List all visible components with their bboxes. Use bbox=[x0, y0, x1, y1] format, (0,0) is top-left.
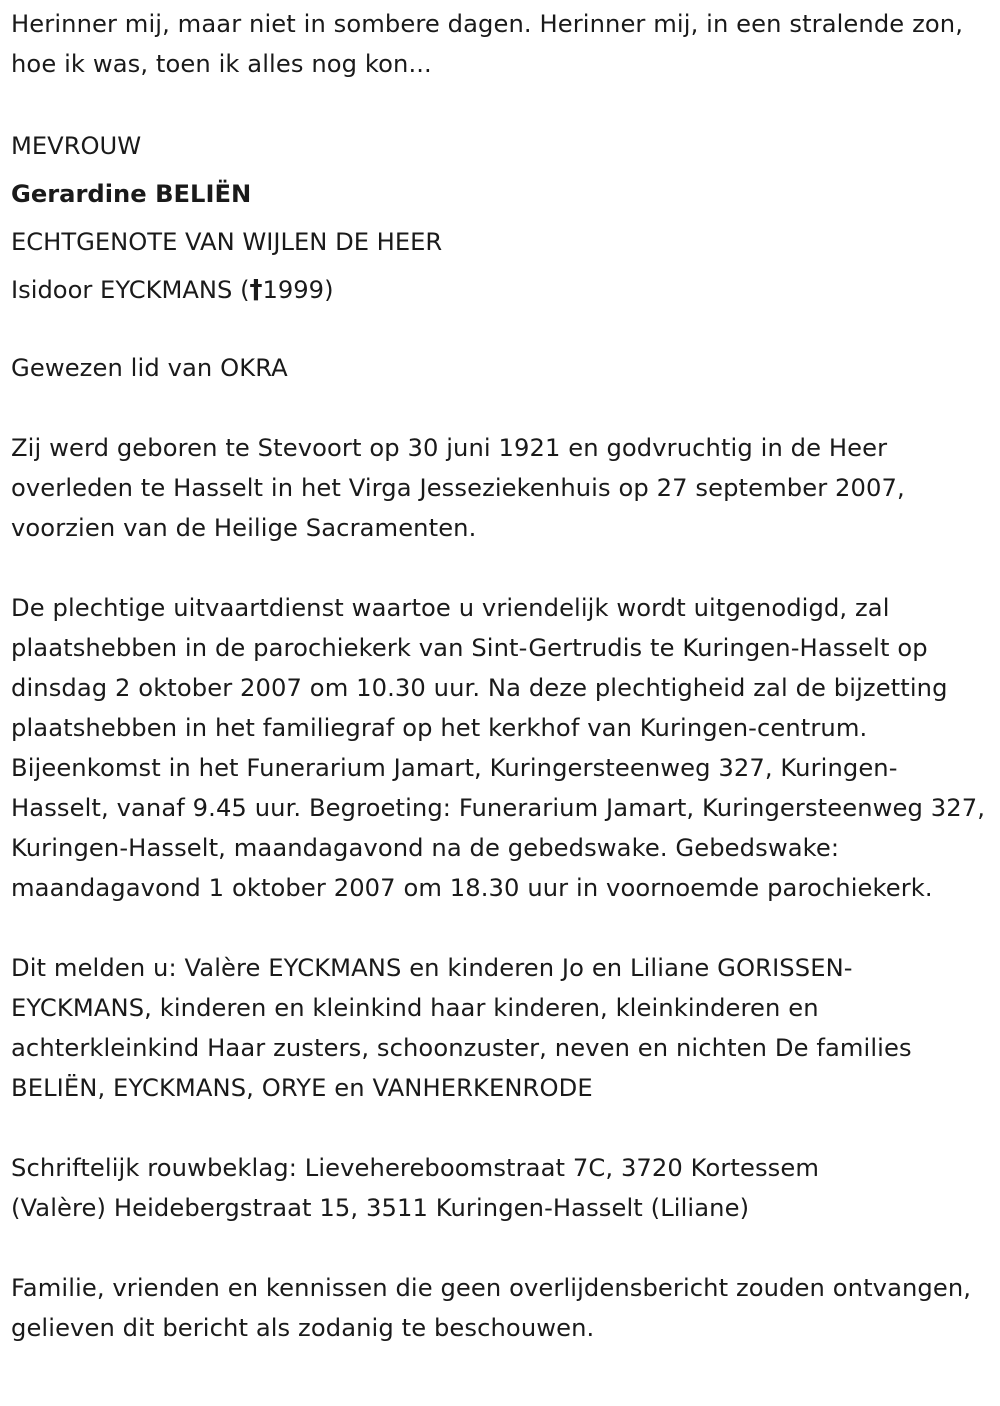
spacer bbox=[11, 908, 993, 948]
header-block bbox=[11, 122, 993, 314]
condolences-block bbox=[11, 1148, 993, 1228]
condolences-line-1: Schriftelijk rouwbeklag: Lievehereboomstraat 7C, 3720 Kortessem bbox=[11, 1154, 819, 1182]
obituary-notice bbox=[11, 4, 993, 1348]
closing-paragraph: Familie, vrienden en kennissen die geen overlijdensbericht zouden ontvangen, gelieven dit bericht als zodanig te beschouwen. bbox=[11, 1274, 972, 1342]
spouse-line bbox=[11, 266, 993, 314]
spacer bbox=[11, 388, 993, 428]
spouse-label: ECHTGENOTE VAN WIJLEN DE HEER bbox=[11, 228, 443, 256]
birth-death-paragraph: Zij werd geboren te Stevoort op 30 juni 1921 en godvruchtig in de Heer overleden te Hasselt in het Virga Jesseziekenhuis op 27 september 2007, voorzien van de Heilige Sacramenten. bbox=[11, 434, 905, 542]
spacer bbox=[11, 84, 993, 124]
spacer bbox=[11, 548, 993, 588]
condolences-line-2: (Valère) Heidebergstraat 15, 3511 Kuringen-Hasselt (Liliane) bbox=[11, 1194, 750, 1222]
spouse-death-year: 1999) bbox=[262, 276, 334, 304]
spacer bbox=[11, 1228, 993, 1268]
opening-verse: Herinner mij, maar niet in sombere dagen. Herinner mij, in een stralende zon, hoe ik was, toen ik alles nog kon... bbox=[11, 10, 963, 78]
honorific: MEVROUW bbox=[11, 132, 142, 160]
deceased-name: Gerardine BELIËN bbox=[11, 180, 252, 208]
cross-icon: † bbox=[249, 275, 263, 305]
membership: Gewezen lid van OKRA bbox=[11, 354, 288, 382]
spacer bbox=[11, 314, 993, 348]
funeral-paragraph: De plechtige uitvaartdienst waartoe u vriendelijk wordt uitgenodigd, zal plaatshebben in de parochiekerk van Sint-Gertrudis te Kuringen-Hasselt op dinsdag 2 oktober 2007 om 10.30 uur. Na deze plechtigheid zal de bijzetting plaatshebben in het familiegraf op het kerkhof van Kuringen-centrum. Bijeenkomst in het Funerarium Jamart, Kuringersteenweg 327, Kuringen-Hasselt, vanaf 9.45 uur. Begroeting: Funerarium Jamart, Kuringersteenweg 327, Kuringen-Hasselt, maandagavond na de gebedswake. Gebedswake: maandagavond 1 oktober 2007 om 18.30 uur in voornoemde parochiekerk. bbox=[11, 594, 985, 902]
announced-by-paragraph: Dit melden u: Valère EYCKMANS en kinderen Jo en Liliane GORISSEN-EYCKMANS, kinderen en kleinkind haar kinderen, kleinkinderen en achterkleinkind Haar zusters, schoonzuster, neven en nichten De families BELIËN, EYCKMANS, ORYE en VANHERKENRODE bbox=[11, 954, 912, 1102]
spacer bbox=[11, 1108, 993, 1148]
spouse-name: Isidoor EYCKMANS ( bbox=[11, 276, 250, 304]
